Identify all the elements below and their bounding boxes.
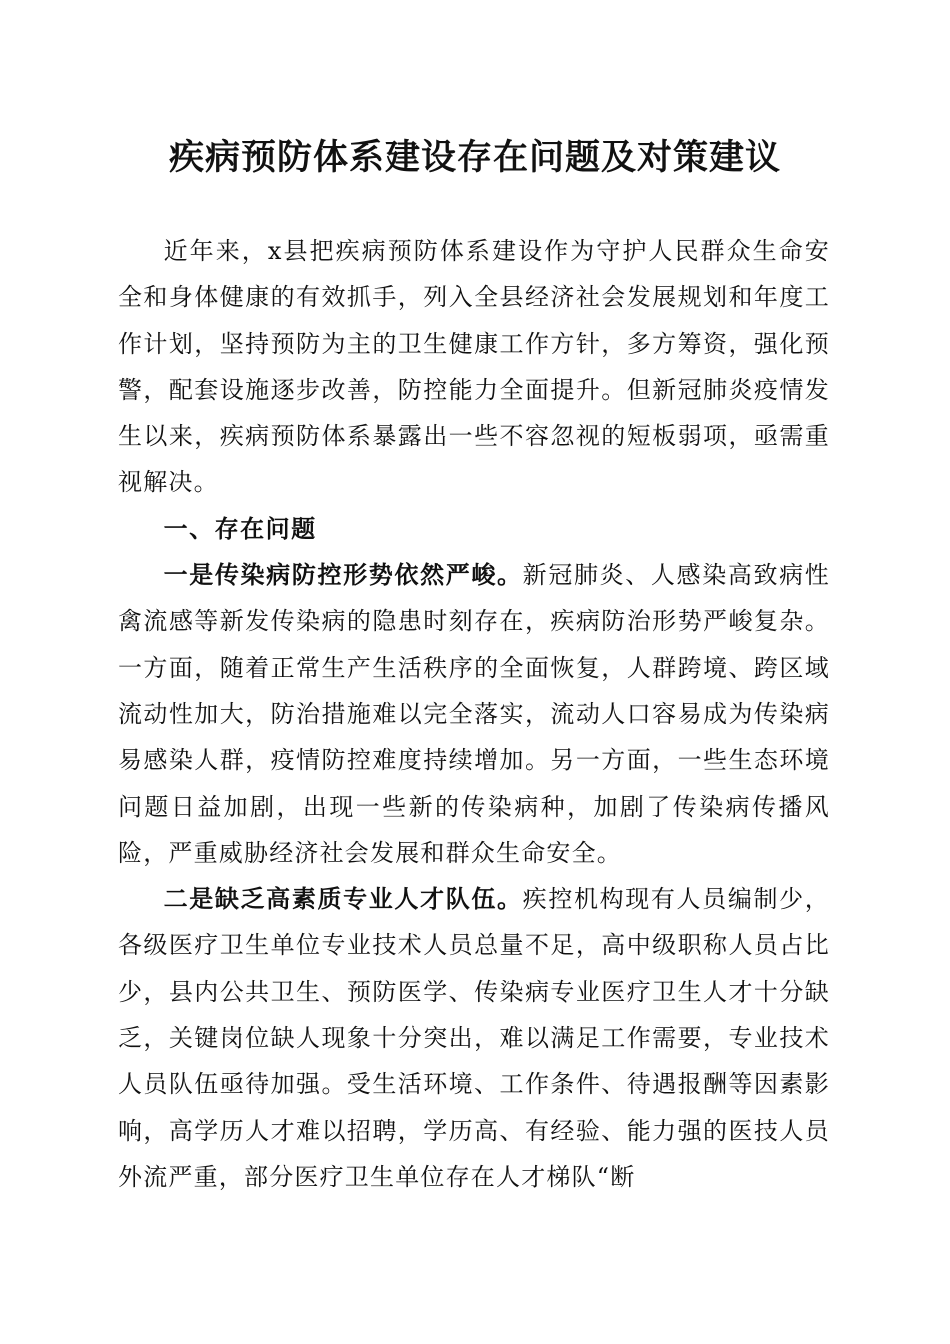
document-title: 疾病预防体系建设存在问题及对策建议: [168, 138, 781, 178]
section-heading: 一、存在问题: [163, 514, 317, 543]
point-two-text: 疾控机构现有人员编制少，各级医疗卫生单位专业技术人员总量不足，高中级职称人员占比少，县内公共卫生、预防医学、传染病专业医疗卫生人才十分缺乏，关键岗位缺人现象十分突出，难以满足工作需要，专业技术人员队伍亟待加强。受生活环境、工作条件、待遇报酬等因素影响，高学历人才难以招聘，学历高、有经验、能力强的医技人员外流严重，部分医疗卫生单位存在人才梯队“断: [118, 885, 830, 1191]
point-one-paragraph: [118, 552, 830, 876]
document-body: [118, 228, 830, 1200]
intro-paragraph: 近年来，x县把疾病预防体系建设作为守护人民群众生命安全和身体健康的有效抓手，列入全县经济社会发展规划和年度工作计划，坚持预防为主的卫生健康工作方针，多方筹资，强化预警，配套设施逐步改善，防控能力全面提升。但新冠肺炎疫情发生以来，疾病预防体系暴露出一些不容忽视的短板弱项，亟需重视解决。: [118, 237, 830, 497]
point-two-lead: 二是缺乏高素质专业人才队伍。: [163, 885, 523, 914]
point-one-text: 新冠肺炎、人感染高致病性禽流感等新发传染病的隐患时刻存在，疾病防治形势严峻复杂。一方面，随着正常生产生活秩序的全面恢复，人群跨境、跨区域流动性加大，防治措施难以完全落实，流动人口容易成为传染病易感染人群，疫情防控难度持续增加。另一方面，一些生态环境问题日益加剧，出现一些新的传染病种，加剧了传染病传播风险，严重威胁经济社会发展和群众生命安全。: [118, 561, 830, 867]
point-two-paragraph: [118, 876, 830, 1200]
point-one-lead: 一是传染病防控形势依然严峻。: [163, 561, 523, 590]
